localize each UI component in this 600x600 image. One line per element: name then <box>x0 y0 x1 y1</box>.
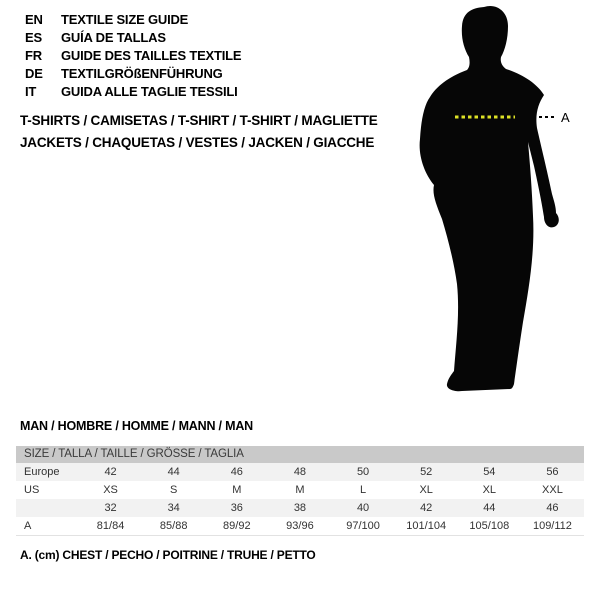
man-figure <box>408 4 588 394</box>
table-cell: 46 <box>546 502 559 514</box>
measurement-footnote: A. (cm) CHEST / PECHO / POITRINE / TRUHE / PETTO <box>20 548 316 562</box>
language-code: EN <box>25 12 43 27</box>
language-label: TEXTILE SIZE GUIDE <box>61 12 189 27</box>
size-table <box>16 446 584 536</box>
garment-categories <box>20 110 378 154</box>
language-row-de <box>25 65 241 83</box>
language-row-it <box>25 83 241 101</box>
table-cell: M <box>232 484 242 496</box>
table-row-chest-a <box>16 517 584 536</box>
table-cell: S <box>170 484 178 496</box>
row-label: US <box>24 484 40 496</box>
table-cell: L <box>360 484 367 496</box>
row-label: Europe <box>24 466 60 478</box>
man-silhouette <box>408 4 588 394</box>
table-cell: 32 <box>104 502 117 514</box>
language-code: DE <box>25 66 43 81</box>
section-title-man: MAN / HOMBRE / HOMME / MANN / MAN <box>20 419 253 433</box>
language-label: GUIDE DES TAILLES TEXTILE <box>61 48 242 63</box>
table-cell: 89/92 <box>223 520 251 532</box>
table-cell: 48 <box>293 466 307 478</box>
language-row-en <box>25 11 241 29</box>
table-cell: 42 <box>104 466 117 478</box>
table-cell: 93/96 <box>286 520 314 532</box>
size-table-body <box>16 463 584 536</box>
table-cell: 101/104 <box>406 520 447 532</box>
table-cell: 40 <box>356 502 370 514</box>
language-label: GUIDA ALLE TAGLIE TESSILI <box>61 84 238 99</box>
table-row-us <box>16 481 584 499</box>
table-cell: 42 <box>420 502 433 514</box>
size-table-header: SIZE / TALLA / TAILLE / GRÖSSE / TAGLIA <box>16 446 584 463</box>
table-cell: 105/108 <box>469 520 510 532</box>
table-cell: XXL <box>542 484 563 496</box>
table-cell: 38 <box>293 502 307 514</box>
language-label: GUÍA DE TALLAS <box>61 30 166 45</box>
table-cell: XL <box>419 484 433 496</box>
language-list <box>25 11 241 101</box>
language-row-es <box>25 29 241 47</box>
table-cell: 46 <box>230 466 243 478</box>
man-silhouette-shape <box>420 6 559 391</box>
table-cell: 34 <box>167 502 180 514</box>
table-cell: 52 <box>420 466 433 478</box>
table-cell: 44 <box>167 466 180 478</box>
language-row-fr <box>25 47 241 65</box>
category-jackets: JACKETS / CHAQUETAS / VESTES / JACKEN / GIACCHE <box>20 135 375 150</box>
category-tshirts: T-SHIRTS / CAMISETAS / T-SHIRT / T-SHIRT / MAGLIETTE <box>20 113 378 128</box>
table-cell: 85/88 <box>159 520 188 532</box>
table-cell: 50 <box>356 466 370 478</box>
table-cell: 54 <box>483 466 496 478</box>
table-cell: XS <box>103 484 118 496</box>
table-cell: 97/100 <box>346 520 380 532</box>
table-cell: 44 <box>483 502 496 514</box>
row-label: A <box>24 520 32 532</box>
table-cell: 56 <box>546 466 559 478</box>
measure-label-a: A <box>561 110 570 125</box>
language-code: IT <box>25 84 37 99</box>
language-code: FR <box>25 48 42 63</box>
language-code: ES <box>25 30 42 45</box>
table-cell: 36 <box>230 502 243 514</box>
table-row-numeric <box>16 499 584 517</box>
table-row-europe <box>16 463 584 481</box>
table-cell: M <box>295 484 305 496</box>
table-cell: XL <box>482 484 497 496</box>
table-cell: 81/84 <box>96 520 125 532</box>
table-cell: 109/112 <box>532 520 572 532</box>
language-label: TEXTILGRÖßENFÜHRUNG <box>61 66 223 81</box>
